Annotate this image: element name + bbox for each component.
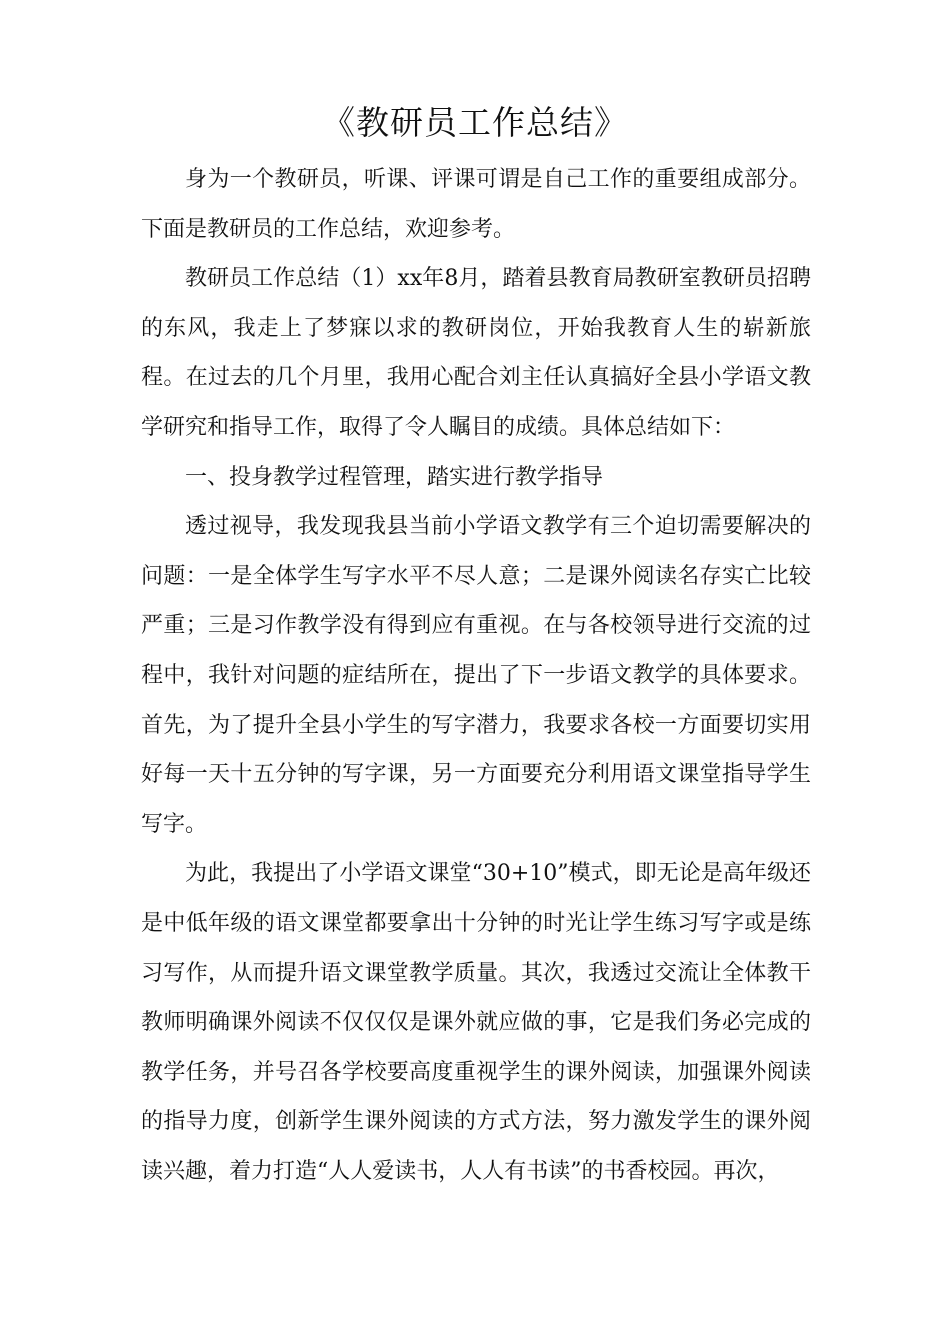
document-body	[141, 155, 811, 1196]
document-title: 《教研员工作总结》	[322, 103, 628, 142]
paragraph-measures: 为此，我提出了小学语文课堂“30+10”模式，即无论是高年级还是中低年级的语文课堂都要拿出十分钟的时光让学生练习写字或是练习写作，从而提升语文课堂教学质量。其次，我透过交流让全体教干教师明确课外阅读不仅仅仅是课外就应做的事，它是我们务必完成的教学任务，并号召各学校要高度重视学生的课外阅读，加强课外阅读的指导力度，创新学生课外阅读的方式方法，努力激发学生的课外阅读兴趣，着力打造“人人爱读书，人人有书读”的书香校园。再次，	[141, 861, 811, 1184]
paragraph-summary-opening: 教研员工作总结（1）xx年8月，踏着县教育局教研室教研员招聘的东风，我走上了梦寐以求的教研岗位，开始我教育人生的崭新旅程。在过去的几个月里，我用心配合刘主任认真搞好全县小学语文教学研究和指导工作，取得了令人瞩目的成绩。具体总结如下：	[141, 266, 811, 440]
paragraph-intro: 身为一个教研员，听课、评课可谓是自己工作的重要组成部分。下面是教研员的工作总结，欢迎参考。	[141, 167, 811, 242]
paragraph-problems: 透过视导，我发现我县当前小学语文教学有三个迫切需要解决的问题：一是全体学生写字水平不尽人意；二是课外阅读名存实亡比较严重；三是习作教学没有得到应有重视。在与各校领导进行交流的过程中，我针对问题的症结所在，提出了下一步语文教学的具体要求。首先，为了提升全县小学生的写字潜力，我要求各校一方面要切实用好每一天十五分钟的写字课，另一方面要充分利用语文课堂指导学生写字。	[141, 514, 811, 837]
section-heading-1: 一、投身教学过程管理，踏实进行教学指导	[185, 464, 604, 490]
